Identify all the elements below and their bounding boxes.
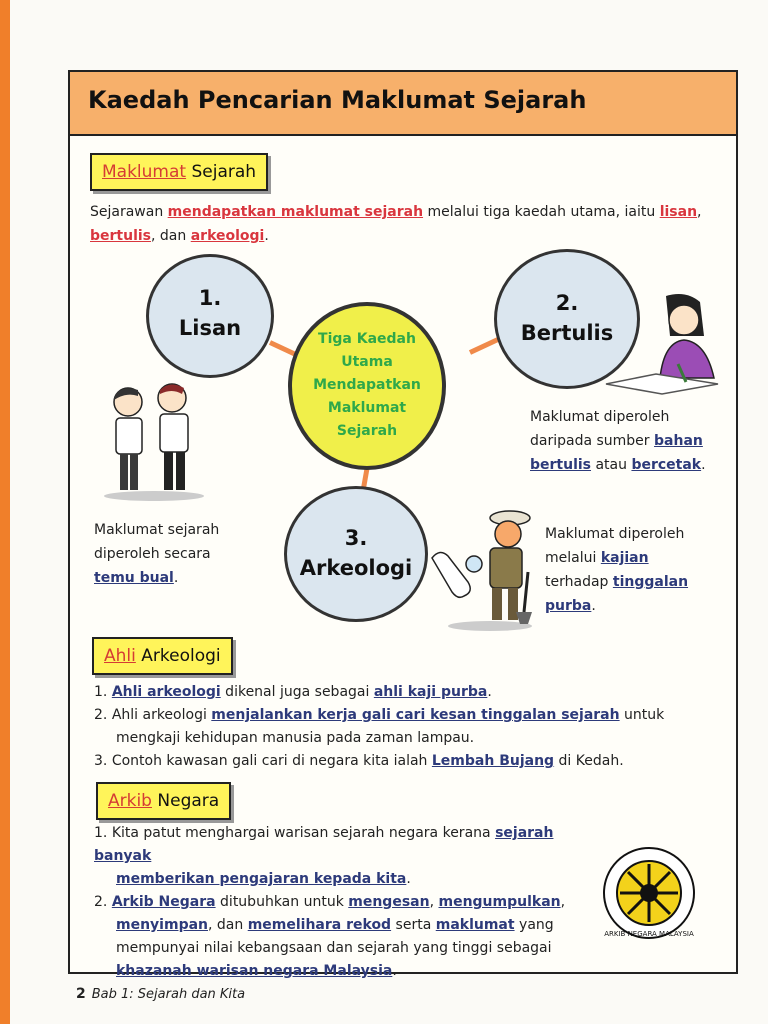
item-number: 2. xyxy=(94,894,108,910)
circle-arkeologi xyxy=(284,486,428,622)
text: di Kedah. xyxy=(554,753,624,769)
circle-number: 3. xyxy=(344,526,368,550)
list-item xyxy=(94,891,614,914)
bertulis-description xyxy=(530,405,730,477)
page-number: 2 xyxy=(76,986,86,1002)
keyword: mengesan xyxy=(348,894,430,910)
keyword: lisan xyxy=(659,204,698,220)
circle-label: Bertulis xyxy=(520,321,614,345)
keyword: memelihara rekod xyxy=(247,917,392,933)
list-item-continuation xyxy=(94,868,614,891)
item-number: 3. xyxy=(94,753,108,769)
circle-lisan xyxy=(146,254,274,378)
keyword: maklumat xyxy=(435,917,515,933)
list-item-continuation xyxy=(94,960,614,983)
tag-keyword: Arkib xyxy=(108,791,152,811)
intro-paragraph xyxy=(90,200,730,248)
text: serta xyxy=(391,917,436,933)
keyword: mendapatkan maklumat sejarah xyxy=(167,204,424,220)
text: , xyxy=(560,894,566,910)
section-tag-arkib-negara xyxy=(96,782,231,820)
title-bar xyxy=(70,72,736,136)
text: , xyxy=(697,204,702,220)
desc-line: Maklumat diperoleh xyxy=(530,409,670,425)
section-tag-maklumat-sejarah xyxy=(90,153,268,191)
archaeologist-illustration xyxy=(428,508,540,632)
keyword: Arkib Negara xyxy=(111,894,216,910)
girl-writing-illustration xyxy=(600,292,724,396)
text: atau xyxy=(591,457,632,473)
logo-text: ARKIB NEGARA MALAYSIA xyxy=(604,930,694,938)
keyword: tinggalan xyxy=(612,574,689,590)
keyword: purba xyxy=(545,598,592,614)
text: Contoh kawasan gali cari di negara kita ialah xyxy=(111,753,432,769)
keyword: mengumpulkan xyxy=(438,894,561,910)
text: . xyxy=(392,963,397,979)
keyword: temu bual xyxy=(94,570,174,586)
text: . xyxy=(487,684,492,700)
text: , xyxy=(429,894,439,910)
keyword: Ahli arkeologi xyxy=(111,684,221,700)
arkib-negara-list xyxy=(94,822,614,983)
text: , dan xyxy=(208,917,248,933)
list-item-continuation: mempunyai nilai kebangsaan dan sejarah yang tinggi sebagai xyxy=(116,940,552,956)
keyword: bahan xyxy=(654,433,703,449)
circle-label: Arkeologi xyxy=(299,556,413,580)
text: Kita patut menghargai warisan sejarah negara kerana xyxy=(111,825,496,841)
people-talking-illustration xyxy=(98,378,210,502)
text: Ahli arkeologi xyxy=(111,707,212,723)
list-item-continuation: mengkaji kehidupan manusia pada zaman lampau. xyxy=(116,730,475,746)
keyword: bertulis xyxy=(530,457,592,473)
keyword: sejarah banyak xyxy=(94,825,554,864)
list-item xyxy=(94,681,734,704)
tag-keyword: Maklumat xyxy=(102,162,187,182)
desc-line: diperoleh secara xyxy=(94,546,211,562)
item-number: 1. xyxy=(94,825,108,841)
item-number: 2. xyxy=(94,707,108,723)
keyword: ahli kaji purba xyxy=(373,684,488,700)
keyword: menyimpan xyxy=(116,917,208,933)
circle-number: 1. xyxy=(198,286,222,310)
center-line: Utama xyxy=(341,354,393,370)
text: . xyxy=(406,871,411,887)
page-footer xyxy=(76,986,245,1002)
text: . xyxy=(173,570,179,586)
keyword: kajian xyxy=(600,550,649,566)
keyword: arkeologi xyxy=(190,228,265,244)
text: yang xyxy=(514,917,554,933)
item-number: 1. xyxy=(94,684,108,700)
tag-keyword: Ahli xyxy=(104,646,136,666)
text: dikenal juga sebagai xyxy=(220,684,374,700)
text: untuk xyxy=(619,707,665,723)
list-item xyxy=(94,750,734,773)
center-line: Sejarah xyxy=(336,423,398,439)
center-line: Mendapatkan xyxy=(313,377,421,393)
page-title: Kaedah Pencarian Maklumat Sejarah xyxy=(88,86,587,114)
text: melalui xyxy=(545,550,601,566)
tag-rest: Arkeologi xyxy=(135,646,221,666)
keyword: memberikan pengajaran kepada kita xyxy=(116,871,407,887)
section-tag-ahli-arkeologi xyxy=(92,637,233,675)
center-line: Tiga Kaedah xyxy=(318,331,416,347)
text: melalui tiga kaedah utama, iaitu xyxy=(423,204,660,220)
desc-line: Maklumat sejarah xyxy=(94,522,220,538)
keyword: bercetak xyxy=(631,457,702,473)
keyword: bertulis xyxy=(90,228,152,244)
page-edge-stripe xyxy=(0,0,10,1024)
center-circle xyxy=(288,302,446,470)
chapter-label: Bab 1: Sejarah dan Kita xyxy=(91,987,246,1002)
tag-rest: Negara xyxy=(151,791,220,811)
keyword: Lembah Bujang xyxy=(431,753,555,769)
circle-label: Lisan xyxy=(178,316,242,340)
text: Sejarawan xyxy=(90,204,168,220)
list-item-continuation xyxy=(94,914,614,937)
text: . xyxy=(591,598,596,614)
arkeologi-description xyxy=(545,522,730,618)
text: , dan xyxy=(151,228,191,244)
text: ditubuhkan untuk xyxy=(215,894,349,910)
arkib-negara-logo xyxy=(602,846,696,940)
text: daripada sumber xyxy=(530,433,655,449)
keyword: khazanah warisan negara Malaysia xyxy=(116,963,393,979)
circle-number: 2. xyxy=(555,291,579,315)
lisan-description xyxy=(94,518,284,590)
text: . xyxy=(264,228,269,244)
list-item xyxy=(94,822,614,868)
keyword: menjalankan kerja gali cari kesan tinggalan sejarah xyxy=(211,707,620,723)
list-item xyxy=(94,704,734,727)
desc-line: Maklumat diperoleh xyxy=(545,526,685,542)
text: terhadap xyxy=(545,574,613,590)
center-line: Maklumat xyxy=(327,400,407,416)
text: . xyxy=(701,457,706,473)
ahli-arkeologi-list xyxy=(94,681,734,773)
tag-rest: Sejarah xyxy=(186,162,257,182)
